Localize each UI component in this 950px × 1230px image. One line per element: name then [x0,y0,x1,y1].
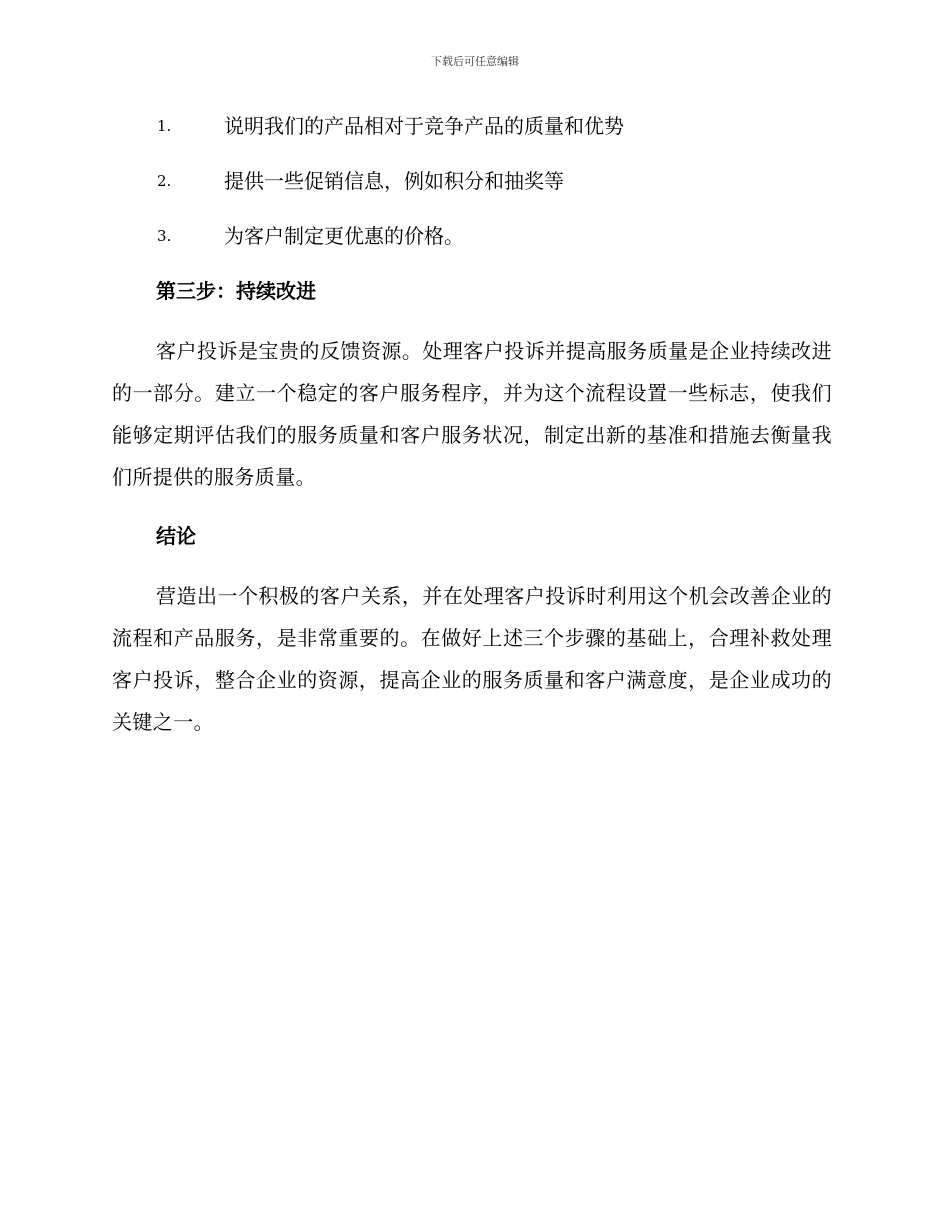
header-note: 下载后可任意编辑 [431,55,519,68]
list-item [112,110,832,143]
conclusion-paragraph: 营造出一个积极的客户关系，并在处理客户投诉时利用这个机会改善企业的流程和产品服务，是非常重要的。在做好上述三个步骤的基础上，合理补救处理客户投诉，整合企业的资源，提高企业的服务质量和客户满意度，是企业成功的关键之一。 [112,584,832,734]
list-number: 1. [157,117,172,135]
list-number: 3. [157,227,172,245]
list-text: 提供一些促销信息，例如积分和抽奖等 [224,169,564,193]
document-body [112,110,832,743]
list-number: 2. [157,172,172,190]
list-item [112,220,832,253]
section-paragraph: 客户投诉是宝贵的反馈资源。处理客户投诉并提高服务质量是企业持续改进的一部分。建立一个稳定的客户服务程序，并为这个流程设置一些标志，使我们能够定期评估我们的服务质量和客户服务状况，制定出新的基准和措施去衡量我们所提供的服务质量。 [112,339,832,489]
list-item [112,165,832,198]
list-text: 为客户制定更优惠的价格。 [224,224,464,248]
list-text: 说明我们的产品相对于竞争产品的质量和优势 [224,114,624,138]
conclusion-heading: 结论 [156,524,196,548]
section-heading: 第三步：持续改进 [156,279,316,303]
